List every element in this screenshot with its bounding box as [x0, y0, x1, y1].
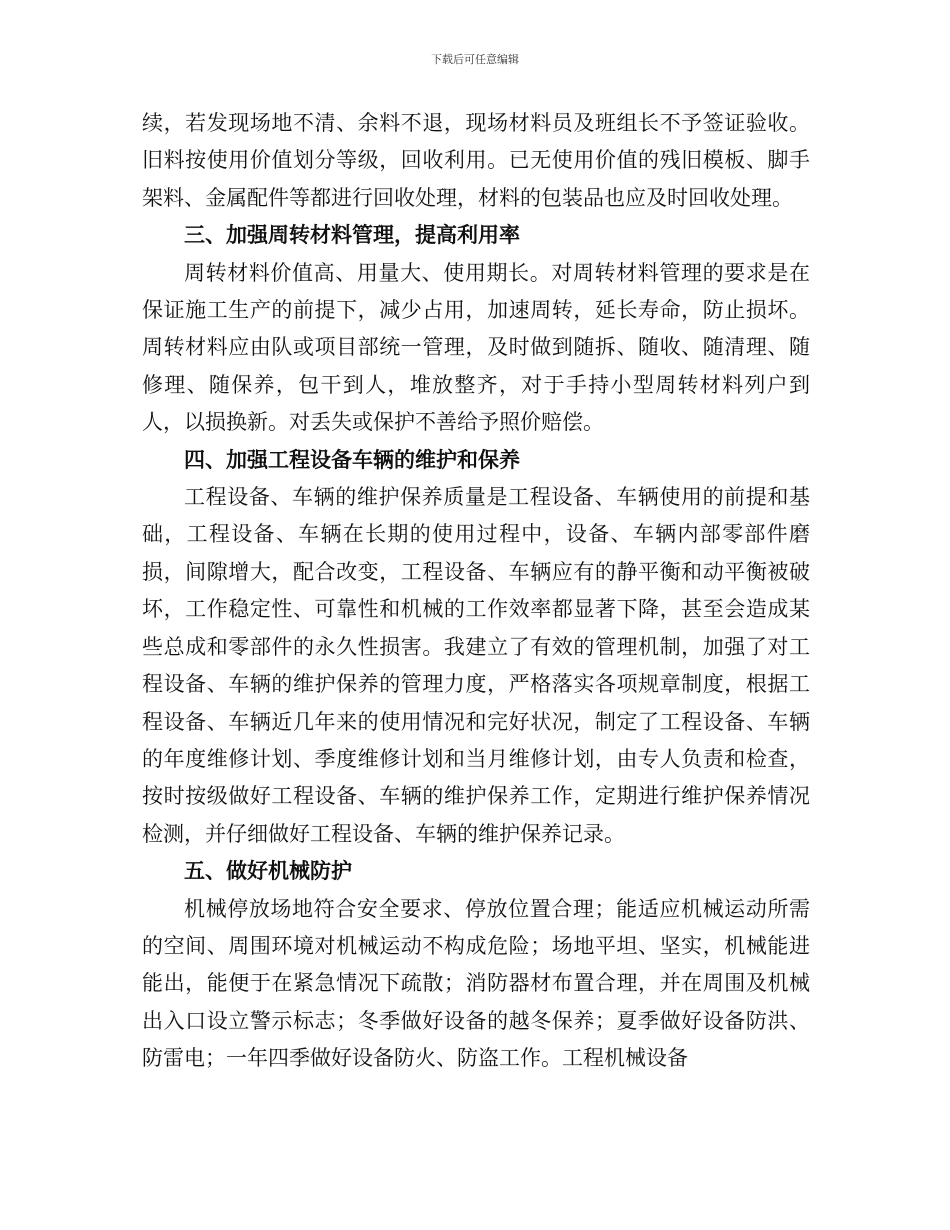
document-body [142, 105, 810, 1078]
heading-turnover-materials: 三、加强周转材料管理，提高利用率 [184, 223, 520, 248]
paragraph-equipment-maintenance: 工程设备、车辆的维护保养质量是工程设备、车辆使用的前提和基础，工程设备、车辆在长期的使用过程中，设备、车辆内部零部件磨损，间隙增大，配合改变，工程设备、车辆应有的静平衡和动平衡被破坏，工作稳定性、可靠性和机械的工作效率都显著下降，甚至会造成某些总成和零部件的永久性损害。我建立了有效的管理机制，加强了对工程设备、车辆的维护保养的管理力度，严格落实各项规章制度，根据工程设备、车辆近几年来的使用情况和完好状况，制定了工程设备、车辆的年度维修计划、季度维修计划和当月维修计划，由专人负责和检查，按时按级做好工程设备、车辆的维护保养工作，定期进行维护保养情况检测，并仔细做好工程设备、车辆的维护保养记录。 [142, 485, 810, 846]
paragraph-material-recycling: 续，若发现场地不清、余料不退，现场材料员及班组长不予签证验收。旧料按使用价值划分等级，回收利用。已无使用价值的残旧模板、脚手架料、金属配件等都进行回收处理，材料的包装品也应及时回收处理。 [142, 111, 810, 210]
paragraph-turnover-materials: 周转材料价值高、用量大、使用期长。对周转材料管理的要求是在保证施工生产的前提下，减少占用，加速周转，延长寿命，防止损坏。周转材料应由队或项目部统一管理，及时做到随拆、随收、随清理、随修理、随保养，包干到人，堆放整齐，对于手持小型周转材料列户到人，以损换新。对丢失或保护不善给予照价赔偿。 [142, 260, 810, 435]
page-header: 下载后可任意编辑 [431, 53, 519, 66]
heading-equipment-maintenance: 四、加强工程设备车辆的维护和保养 [184, 447, 520, 472]
paragraph-machinery-protection: 机械停放场地符合安全要求、停放位置合理；能适应机械运动所需的空间、周围环境对机械运动不构成危险；场地平坦、坚实，机械能进能出，能便于在紧急情况下疏散；消防器材布置合理，并在周围及机械出入口设立警示标志；冬季做好设备的越冬保养；夏季做好设备防洪、防雷电；一年四季做好设备防火、防盗工作。工程机械设备 [142, 896, 810, 1071]
heading-machinery-protection: 五、做好机械防护 [184, 859, 352, 884]
